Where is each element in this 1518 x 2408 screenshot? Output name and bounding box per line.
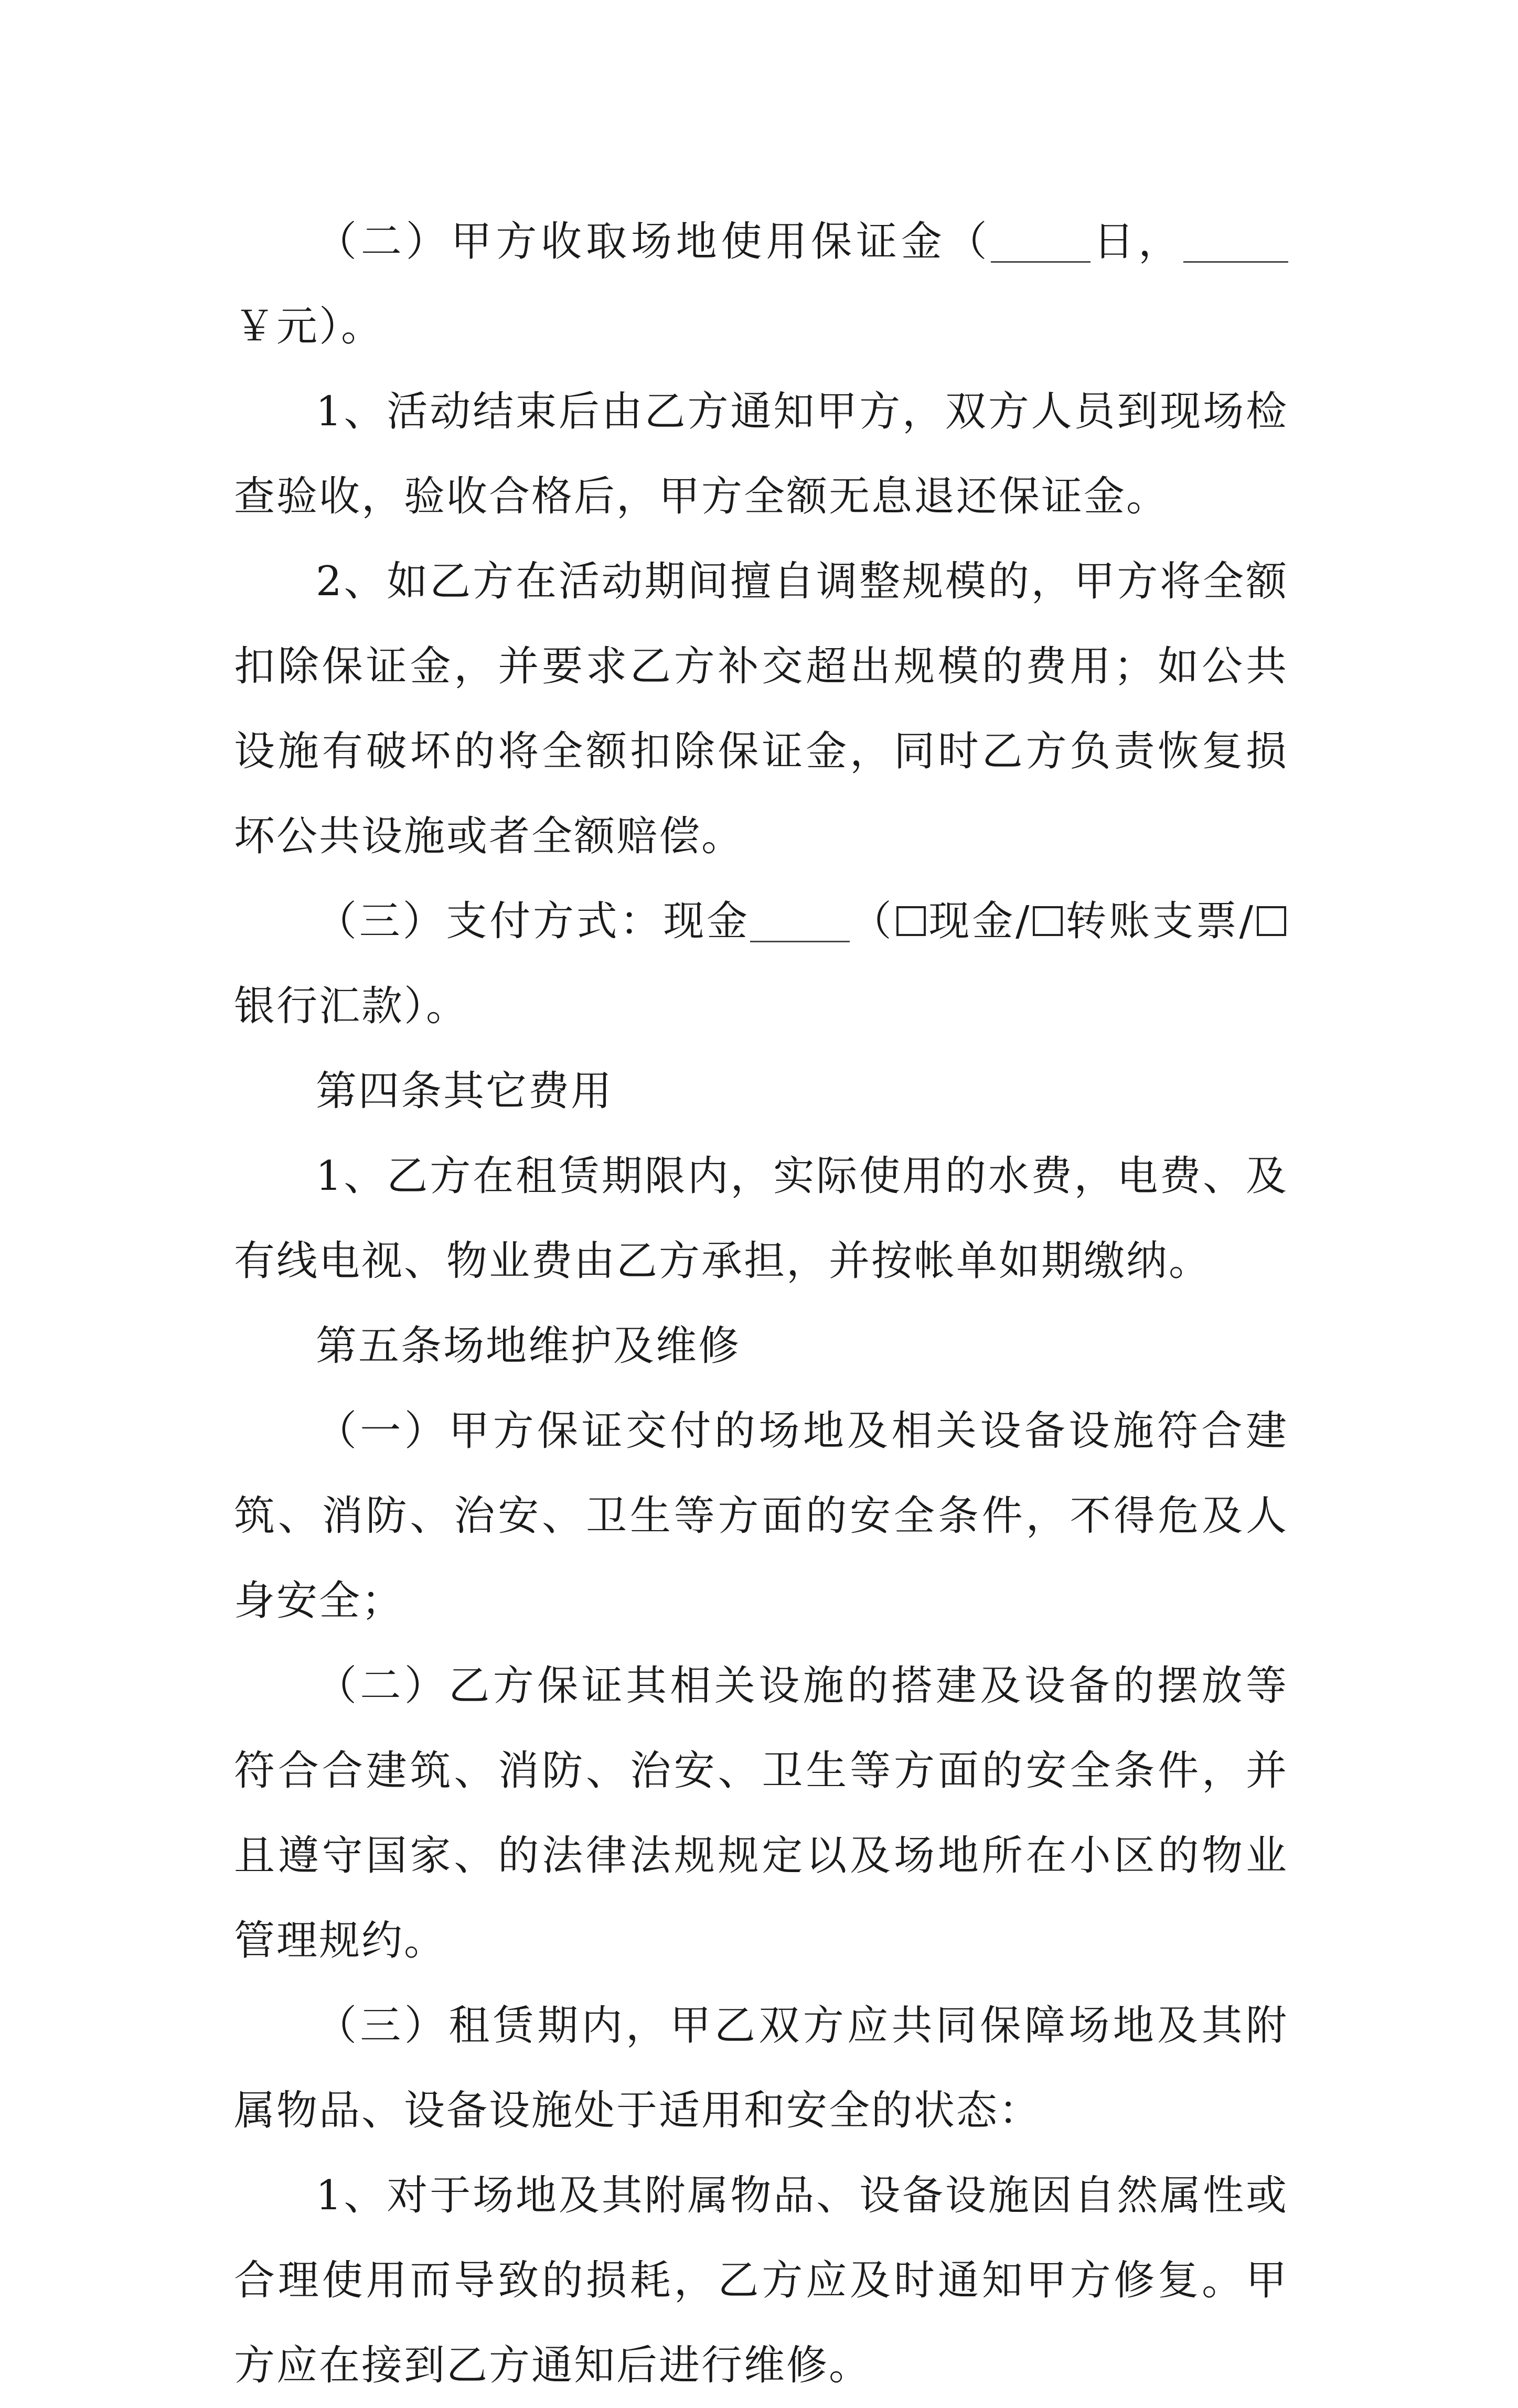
- deposit-amount-suffix: ￥元）。: [234, 303, 384, 350]
- cash-checkbox-icon: [896, 906, 926, 936]
- repair-paragraph: 1、对于场地及其附属物品、设备设施因自然属性或合理使用而导致的损耗，乙方应及时通知甲方修复。甲方应在接到乙方通知后进行维修。: [234, 2172, 1288, 2389]
- deposit-paragraph: [234, 199, 1288, 369]
- article-5-heading: 第五条场地维护及维修: [316, 1323, 741, 1370]
- refund-paragraph: 1、活动结束后由乙方通知甲方，双方人员到现场检查验收，验收合格后，甲方全额无息退还保证金。: [234, 388, 1288, 520]
- payment-open-paren: （: [849, 898, 894, 945]
- party-a-guarantee-paragraph: （一）甲方保证交付的场地及相关设备设施符合建筑、消防、治安、卫生等方面的安全条件，不得危及人身安全；: [234, 1407, 1288, 1625]
- deposit-days-suffix: 日，: [1091, 218, 1183, 265]
- payment-option-transfer: 转账支票/: [1064, 898, 1255, 945]
- payment-option-cash: 现金/: [927, 898, 1031, 945]
- bank-checkbox-icon: [1257, 906, 1286, 936]
- transfer-checkbox-icon: [1033, 906, 1062, 936]
- lease-period-paragraph: （三）租赁期内，甲乙双方应共同保障场地及其附属物品、设备设施处于适用和安全的状态：: [234, 2002, 1288, 2134]
- document-body: [234, 199, 1288, 2408]
- payment-paragraph: [234, 879, 1288, 1049]
- deposit-intro: （二）甲方收取场地使用保证金（: [316, 218, 991, 265]
- article-4-heading: 第四条其它费用: [316, 1068, 614, 1115]
- deposit-days-blank: [991, 218, 1091, 263]
- utilities-paragraph: 1、乙方在租赁期限内，实际使用的水费，电费、及有线电视、物业费由乙方承担，并按帐单如期缴纳。: [234, 1153, 1288, 1285]
- payment-blank: [750, 898, 850, 942]
- payment-prefix: （三）支付方式：现金: [316, 898, 750, 945]
- payment-option-bank: 银行汇款）。: [234, 983, 469, 1030]
- party-b-guarantee-paragraph: （二）乙方保证其相关设施的搭建及设备的摆放等符合合建筑、消防、治安、卫生等方面的安全条件，并且遵守国家、的法律法规规定以及场地所在小区的物业管理规约。: [234, 1662, 1288, 1964]
- deposit-amount-blank: [1183, 218, 1288, 263]
- deduction-paragraph: 2、如乙方在活动期间擅自调整规模的，甲方将全额扣除保证金，并要求乙方补交超出规模的费用；如公共设施有破坏的将全额扣除保证金，同时乙方负责恢复损坏公共设施或者全额赔偿。: [234, 558, 1288, 860]
